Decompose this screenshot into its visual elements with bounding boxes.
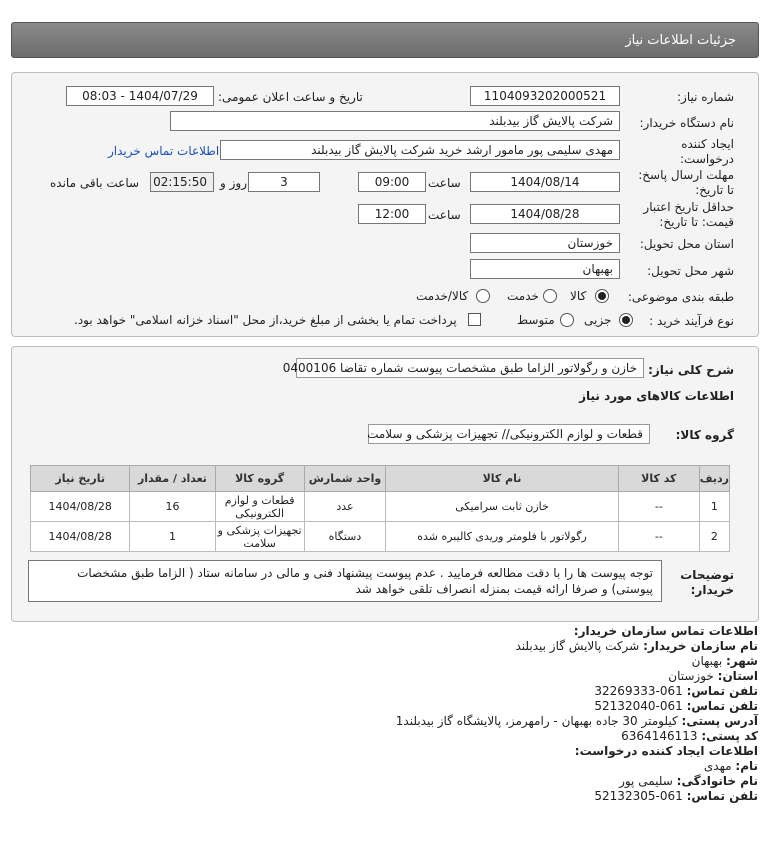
contact-province: استان: خوزستان [668,669,758,683]
creator-label-1: ایجاد کننده [681,137,734,151]
validity-date-field[interactable]: 1404/08/28 [470,204,620,224]
contact-postal: کد پستی: 6364146113 [621,729,758,743]
col-name: نام کالا [386,466,619,492]
remaining-time-label: ساعت باقی مانده [50,176,140,190]
category-goods-service-label: کالا/خدمت [416,289,469,303]
reply-time-label: ساعت [428,176,461,190]
cell-qty: 16 [130,492,215,522]
col-row: ردیف [699,466,729,492]
category-goods-radio[interactable] [595,289,609,303]
city-label: شهر محل تحویل: [647,264,734,278]
process-medium-radio[interactable] [560,313,574,327]
page-title: جزئیات اطلاعات نیاز [625,33,736,48]
validity-time-label: ساعت [428,208,461,222]
buyer-contact-link[interactable]: اطلاعات تماس خریدار [108,144,220,158]
buyer-notes-text: توجه پیوست ها را با دقت مطالعه فرمایید . عدم پیوست پیشنهاد فنی و مالی در سامانه ستاد ( الزاما طبق مشخصات پیوستی) و صرفا ارائه قیمت بمنزله انصراف تلقی خواهد شد [77,566,653,596]
summary-label: شرح کلی نیاز: [648,363,734,377]
category-goods-label: کالا [570,289,587,303]
announce-label: تاریخ و ساعت اعلان عمومی: [218,90,363,104]
treasury-payment-checkbox[interactable] [468,313,481,326]
cell-group: تجهیزات پزشکی و سلامت [215,522,304,552]
category-service-radio[interactable] [543,289,557,303]
cell-unit: دستگاه [304,522,385,552]
cell-group: قطعات و لوازم الکترونیکی [215,492,304,522]
summary-field: خازن و رگولاتور الزاما طبق مشخصات پیوست شماره تقاضا 0400106 [296,358,644,378]
creator-label-2: درخواست: [680,152,734,166]
process-minor-label: جزیی [584,313,612,327]
category-label: طبقه بندی موضوعی: [627,290,734,304]
creator-phone: تلفن تماس: 061-52132305 [594,789,758,803]
reply-deadline-label-2: تا تاریخ: [695,183,734,197]
treasury-payment-note: پرداخت تمام یا بخشی از مبلغ خرید،از محل "اسناد خزانه اسلامی" خواهد بود. [74,313,457,327]
reply-deadline-label-1: مهلت ارسال پاسخ: [638,168,734,182]
city-field[interactable]: بهبهان [470,259,620,279]
col-unit: واحد شمارش [304,466,385,492]
buyer-notes-label-2: خریدار: [690,583,734,597]
validity-label-2: قیمت: تا تاریخ: [659,215,734,229]
province-label: استان محل تحویل: [639,237,734,251]
cell-qty: 1 [130,522,215,552]
cell-unit: عدد [304,492,385,522]
col-qty: تعداد / مقدار [130,466,215,492]
buyer-org-field[interactable]: شرکت پالایش گاز بیدبلند [170,111,620,131]
cell-code: -- [618,522,699,552]
creator-last-name: نام خانوادگی: سلیمی پور [619,774,758,788]
col-group: گروه کالا [215,466,304,492]
contact-org-title: اطلاعات تماس سازمان خریدار: [573,624,758,638]
contact-city: شهر: بهبهان [691,654,758,668]
goods-group-label: گروه کالا: [675,428,734,442]
need-number-field[interactable]: 1104093202000521 [470,86,620,106]
reply-date-field[interactable]: 1404/08/14 [470,172,620,192]
days-field[interactable]: 3 [248,172,320,192]
buyer-notes-box [28,560,662,602]
goods-info-title: اطلاعات کالاهای مورد نیاز [579,389,734,403]
goods-group-field: قطعات و لوازم الکترونیکی// تجهیزات پزشکی و سلامت [368,424,650,444]
goods-table-header [31,466,730,492]
table-row [31,522,730,552]
days-label: روز و [220,176,247,190]
process-minor-radio[interactable] [619,313,633,327]
page-header [11,22,759,58]
validity-label-1: حداقل تاریخ اعتبار [643,200,734,214]
category-service-label: خدمت [507,289,539,303]
cell-name: رگولاتور با فلومتر وریدی کالیبره شده [386,522,619,552]
contact-address: آدرس پستی: کیلومتر 30 جاده بهبهان - رامهرمز، پالایشگاه گاز بیدبلند1 [395,714,758,728]
cell-name: خازن ثابت سرامیکی [386,492,619,522]
cell-code: -- [618,492,699,522]
creator-info-title: اطلاعات ایجاد کننده درخواست: [574,744,758,758]
cell-date: 1404/08/28 [31,492,130,522]
table-row [31,492,730,522]
process-medium-label: متوسط [517,313,555,327]
contact-phone-1: تلفن تماس: 061-32269333 [594,684,758,698]
buyer-notes-label-1: توضیحات [680,568,734,582]
province-field[interactable]: خوزستان [470,233,620,253]
cell-row: 1 [699,492,729,522]
validity-time-field[interactable]: 12:00 [358,204,426,224]
cell-date: 1404/08/28 [31,522,130,552]
creator-field[interactable]: مهدی سلیمی پور مامور ارشد خرید شرکت پالایش گاز بیدبلند [220,140,620,160]
process-label: نوع فرآیند خرید : [649,314,734,328]
remaining-time-field: 02:15:50 [150,172,214,192]
col-code: کد کالا [618,466,699,492]
col-date: تاریخ نیاز [31,466,130,492]
category-goods-service-radio[interactable] [476,289,490,303]
creator-first-name: نام: مهدی [703,759,758,773]
need-number-label: شماره نیاز: [677,90,734,104]
cell-row: 2 [699,522,729,552]
buyer-org-label: نام دستگاه خریدار: [639,116,734,130]
contact-phone-2: تلفن تماس: 061-52132040 [594,699,758,713]
reply-time-field[interactable]: 09:00 [358,172,426,192]
goods-table [30,465,730,552]
announce-field[interactable]: 1404/07/29 - 08:03 [66,86,214,106]
contact-org-name: نام سازمان خریدار: شرکت پالایش گاز بیدبلند [515,639,758,653]
